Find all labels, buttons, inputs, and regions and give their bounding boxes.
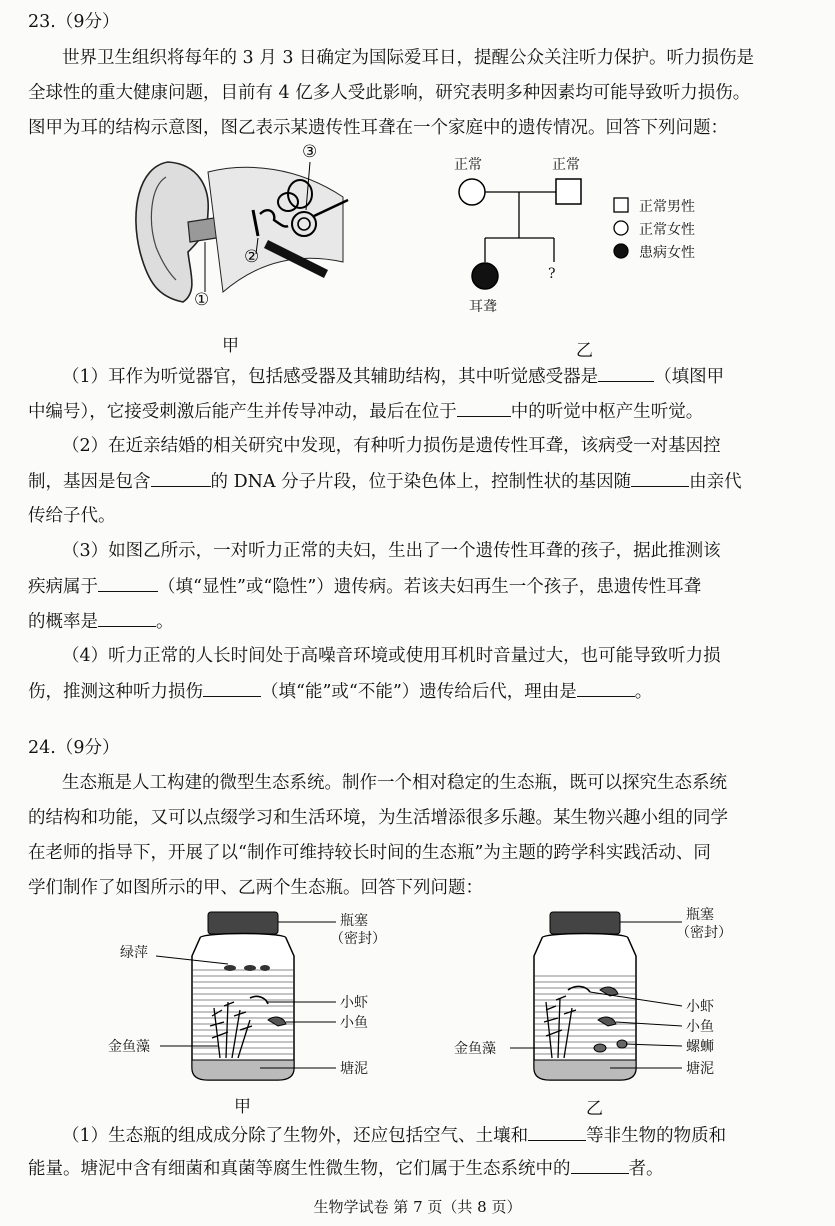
legend-affected-female-icon <box>614 244 628 258</box>
affected-child-label: 耳聋 <box>469 299 497 315</box>
question-23-intro-line: 世界卫生组织将每年的 3 月 3 日确定为国际爱耳日，提醒公众关注听力保护。听力损伤是 <box>62 48 755 68</box>
affected-daughter-symbol <box>472 263 498 289</box>
question-24-intro-line: 生态瓶是人工构建的微型生态系统。制作一个相对稳定的生态瓶，既可以探究生态系统 <box>62 773 727 793</box>
jar-jia-waterweed-label: 金鱼藻 <box>108 1039 150 1055</box>
jar-jia-caption: 甲 <box>234 1097 251 1117</box>
q23-subquestion-4: （4）听力正常的人长时间处于高噪音环境或使用耳机时音量过大，也可能导致听力损 <box>62 646 721 666</box>
father-label: 正常 <box>552 157 580 173</box>
jar-jia-fish-label: 小鱼 <box>340 1015 368 1031</box>
ear-label-1: ① <box>194 290 210 310</box>
jar-jia-mud-label: 塘泥 <box>340 1061 368 1077</box>
q24-subquestion-1-cont: 能量。塘泥中含有细菌和真菌等腐生性微生物，它们属于生态系统中的 者。 <box>28 1159 664 1179</box>
ear-label-2: ② <box>244 247 260 267</box>
eco-jar-jia-figure <box>100 898 400 1120</box>
figure-yi-caption: 乙 <box>576 341 593 361</box>
legend-affected-female: 患病女性 <box>639 245 695 261</box>
jar-yi-caption: 乙 <box>586 1099 603 1119</box>
legend-normal-male: 正常男性 <box>639 199 695 215</box>
jar-yi-fish-label: 小鱼 <box>686 1019 714 1035</box>
q23-subquestion-2: （2）在近亲结婚的相关研究中发现，有种听力损伤是遗传性耳聋，该病受一对基因控 <box>62 436 721 456</box>
q23-subquestion-2-end: 传给子代。 <box>28 506 116 526</box>
jar-yi-stopper-sublabel: （密封） <box>676 925 732 941</box>
jar-yi-snail-label: 螺蛳 <box>686 1039 714 1055</box>
q23-subquestion-1-cont: 中编号），它接受刺激后能产生并传导冲动，最后在位于 中的听觉中枢产生听觉。 <box>28 402 704 422</box>
q23-subquestion-3-end: 的概率是 。 <box>28 612 174 632</box>
answer-blank[interactable] <box>598 365 654 382</box>
q23-subquestion-4-cont: 伤，推测这种听力损伤 （填“能”或“不能”）遗传给后代，理由是 。 <box>28 682 653 702</box>
question-24-intro-line: 在老师的指导下，开展了以“制作可维持较长时间的生态瓶”为主题的跨学科实践活动、同 <box>28 843 711 863</box>
figure-jia-caption: 甲 <box>222 336 239 356</box>
question-23-number: 23.（9分） <box>28 12 120 32</box>
q24-subquestion-1: （1）生态瓶的组成成分除了生物外，还应包括空气、土壤和 等非生物的物质和 <box>62 1126 727 1146</box>
legend-normal-female-icon <box>614 221 628 235</box>
jar-jia-shrimp-label: 小虾 <box>340 995 368 1011</box>
question-24-intro-line: 学们制作了如图所示的甲、乙两个生态瓶。回答下列问题： <box>28 878 483 898</box>
jar-jia-stopper-sublabel: （密封） <box>330 931 386 947</box>
q23-subquestion-2-cont: 制，基因是包含 的 DNA 分子片段，位于染色体上，控制性状的基因随 由亲代 <box>28 472 742 492</box>
jar-yi-mud-label: 塘泥 <box>686 1061 714 1077</box>
legend-normal-female: 正常女性 <box>639 222 695 238</box>
q23-subquestion-1: （1）耳作为听觉器官，包括感受器及其辅助结构，其中听觉感受器是 （填图甲 <box>62 367 725 387</box>
answer-blank[interactable] <box>98 610 156 627</box>
answer-blank[interactable] <box>457 400 511 417</box>
jar-jia-body <box>192 934 294 1081</box>
jar-yi-body <box>534 934 636 1081</box>
answer-blank[interactable] <box>571 1157 629 1174</box>
mother-label: 正常 <box>454 157 482 173</box>
pedigree-figure <box>440 150 740 330</box>
jar-jia-stopper-label: 瓶塞 <box>340 913 368 929</box>
page-footer: 生物学试卷 第 7 页（共 8 页） <box>313 1198 522 1216</box>
unknown-child-label: ? <box>548 266 556 282</box>
question-23-intro-line: 图甲为耳的结构示意图，图乙表示某遗传性耳聋在一个家庭中的遗传情况。回答下列问题： <box>28 118 728 138</box>
question-24-number: 24.（9分） <box>28 738 120 758</box>
q23-subquestion-3: （3）如图乙所示，一对听力正常的夫妇，生出了一个遗传性耳聋的孩子，据此推测该 <box>62 541 721 561</box>
jar-jia-duckweed-label: 绿萍 <box>120 945 148 961</box>
ear-structure-figure <box>128 142 358 322</box>
jar-jia-stopper <box>208 912 278 934</box>
answer-blank[interactable] <box>203 680 261 697</box>
jar-yi-stopper <box>550 912 620 934</box>
ear-label-3: ③ <box>302 142 318 162</box>
question-23-intro-line: 全球性的重大健康问题，目前有 4 亿多人受此影响，研究表明多种因素均可能导致听力损伤。 <box>28 83 751 103</box>
jar-yi-waterweed-label: 金鱼藻 <box>454 1041 496 1057</box>
q23-subquestion-3-cont: 疾病属于 （填“显性”或“隐性”）遗传病。若该夫妇再生一个孩子，患遗传性耳聋 <box>28 577 702 597</box>
eco-jar-yi-figure <box>450 898 780 1120</box>
answer-blank[interactable] <box>631 470 689 487</box>
legend-normal-male-icon <box>614 198 628 212</box>
answer-blank[interactable] <box>577 680 635 697</box>
father-symbol <box>556 179 581 204</box>
jar-yi-stopper-label: 瓶塞 <box>686 907 714 923</box>
question-24-intro-line: 的结构和功能，又可以点缀学习和生活环境，为生活增添很多乐趣。某生物兴趣小组的同学 <box>28 808 728 828</box>
answer-blank[interactable] <box>151 470 211 487</box>
answer-blank[interactable] <box>528 1124 586 1141</box>
jar-yi-shrimp-label: 小虾 <box>686 999 714 1015</box>
answer-blank[interactable] <box>98 575 158 592</box>
mother-symbol <box>459 179 485 205</box>
